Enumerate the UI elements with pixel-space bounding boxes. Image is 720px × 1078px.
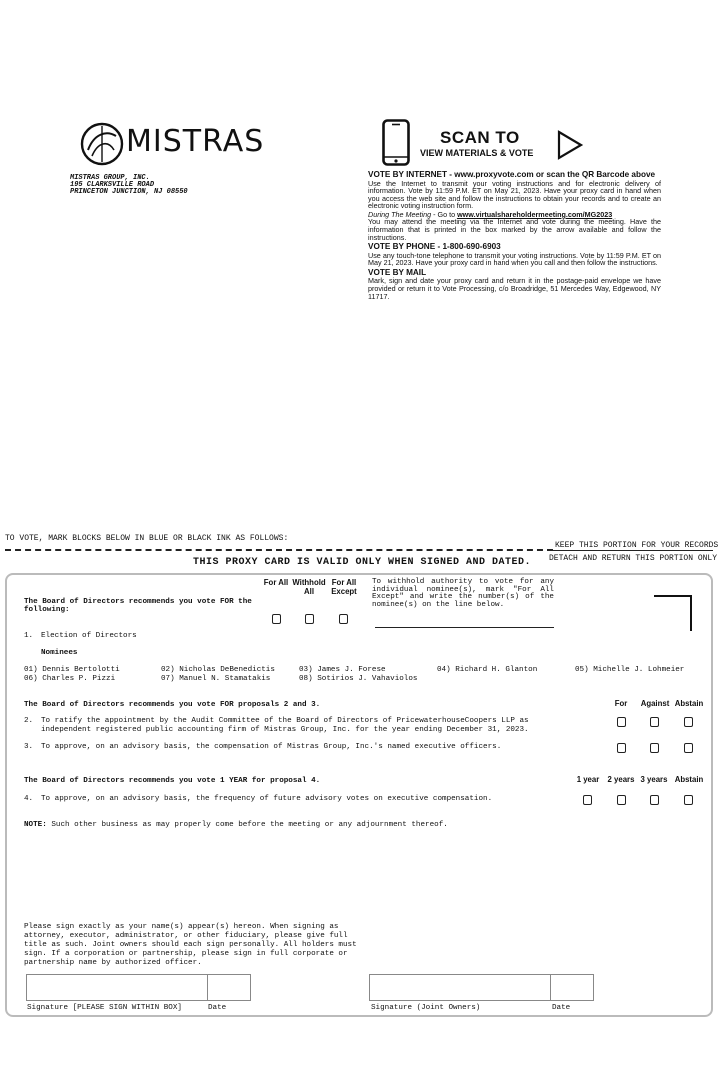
mail-heading: VOTE BY MAIL: [368, 267, 427, 277]
mark-instructions: TO VOTE, MARK BLOCKS BELOW IN BLUE OR BLACK INK AS FOLLOWS:: [5, 534, 289, 543]
item2-line2: independent registered public accounting firm of Mistras Group, Inc. for the year ending December 31, 2023.: [41, 726, 529, 734]
phone-text: Use any touch-tone telephone to transmit your voting instructions. Vote by 11:59 P.M. ET on May 21, 2023. Have your proxy card in hand when you call and then follow the instructions.: [368, 250, 661, 268]
col-for-all-except: For All Except: [331, 578, 357, 596]
keep-divider: [553, 550, 713, 551]
nominee: 06) Charles P. Pizzi: [24, 675, 116, 683]
nominee: 04) Richard H. Glanton: [437, 666, 538, 674]
col-2-years: 2 years: [607, 775, 635, 784]
company-logo-text: MISTRAS: [126, 124, 265, 159]
col-3-years: 3 years: [640, 775, 668, 784]
item4-abstain-checkbox[interactable]: [684, 795, 693, 805]
signature-box[interactable]: [26, 974, 208, 1001]
item3-abstain-checkbox[interactable]: [684, 743, 693, 753]
detach-portion-label: DETACH AND RETURN THIS PORTION ONLY: [549, 554, 718, 563]
item2-for-checkbox[interactable]: [617, 717, 626, 727]
nominee: 03) James J. Forese: [299, 666, 386, 674]
joint-signature-label: Signature (Joint Owners): [371, 1004, 481, 1012]
sign-line: attorney, executor, administrator, or other fiduciary, please give full: [24, 932, 348, 940]
nominee: 01) Dennis Bertolotti: [24, 666, 120, 674]
withhold-all-checkbox[interactable]: [305, 614, 314, 624]
nominee: 07) Manuel N. Stamatakis: [161, 675, 271, 683]
mail-text: Mark, sign and date your proxy card and return it in the postage-paid envelope we have provided or return it to Vote Processing, c/o Broadridge, 51 Mercedes Way, Edgewood, NY 11717.: [368, 276, 661, 301]
item3-number: 3.: [24, 743, 34, 751]
item1-number: 1.: [24, 632, 34, 640]
col-withhold-all: Withhold All: [292, 578, 326, 596]
play-arrow-icon: [556, 129, 584, 161]
during-meeting-text: - Go to: [431, 209, 458, 219]
internet-heading: VOTE BY INTERNET - www.proxyvote.com or scan the QR Barcode above: [368, 170, 656, 179]
col-1-year: 1 year: [576, 775, 600, 784]
item4-text: To approve, on an advisory basis, the frequency of future advisory votes on executive compensation.: [41, 795, 493, 803]
item2-abstain-checkbox[interactable]: [684, 717, 693, 727]
col-abstain: Abstain: [674, 699, 704, 708]
company-address: [70, 175, 188, 196]
joint-signature-box[interactable]: [369, 974, 551, 1001]
item4-number: 4.: [24, 795, 34, 803]
meeting-url-link[interactable]: www.virtualshareholdermeeting.com/MG2023: [457, 209, 613, 219]
nominees-label: Nominees: [41, 649, 78, 657]
joint-signature-date-box[interactable]: [550, 974, 594, 1001]
for-all-except-checkbox[interactable]: [339, 614, 348, 624]
date-label: Date: [208, 1004, 227, 1012]
address-line: 195 CLARKSVILLE ROAD: [70, 181, 155, 189]
item3-against-checkbox[interactable]: [650, 743, 659, 753]
scan-title: SCAN TO: [440, 128, 520, 147]
col-for-all: For All: [263, 578, 289, 587]
signing-instructions: [24, 923, 357, 968]
item3-for-checkbox[interactable]: [617, 743, 626, 753]
address-line: MISTRAS GROUP, INC.: [70, 174, 150, 182]
for-all-checkbox[interactable]: [272, 614, 281, 624]
item4-3-years-checkbox[interactable]: [650, 795, 659, 805]
keep-portion-label: KEEP THIS PORTION FOR YOUR RECORDS: [555, 541, 719, 550]
except-nominee-line[interactable]: [375, 627, 554, 628]
valid-notice: THIS PROXY CARD IS VALID ONLY WHEN SIGNED AND DATED.: [193, 557, 532, 568]
withhold-note: To withhold authority to vote for any individual nominee(s), mark "For All Except" and write the number(s) of the nominee(s) on the line below.: [372, 578, 554, 609]
board-recommendation-3: The Board of Directors recommends you vote 1 YEAR for proposal 4.: [24, 777, 321, 785]
item3-text: To approve, on an advisory basis, the compensation of Mistras Group, Inc.'s named executive officers.: [41, 743, 502, 751]
board-recommendation-2: The Board of Directors recommends you vote FOR proposals 2 and 3.: [24, 701, 321, 709]
during-meeting-label: During The Meeting: [368, 209, 432, 219]
sign-line: sign. If a corporation or partnership, please sign in full corporate or: [24, 950, 348, 958]
col-for: For: [614, 699, 628, 708]
note: [24, 821, 448, 829]
phone-icon: [382, 119, 410, 166]
sign-line: Please sign exactly as your name(s) appear(s) hereon. When signing as: [24, 923, 339, 931]
board-recommendation-1: The Board of Directors recommends you vote FOR the following:: [24, 598, 252, 615]
item4-2-years-checkbox[interactable]: [617, 795, 626, 805]
item1-text: Election of Directors: [41, 632, 137, 640]
sign-line: partnership name by authorized officer.: [24, 959, 202, 967]
note-text: Such other business as may properly come before the meeting or any adjournment thereof.: [46, 821, 448, 829]
sign-line: title as such. Joint owners should each sign personally. All holders must: [24, 941, 357, 949]
item4-1-year-checkbox[interactable]: [583, 795, 592, 805]
internet-text: Use the Internet to transmit your voting instructions and for electronic delivery of information. Vote by 11:59 P.M. ET on May 21, 2023. Have your proxy card in hand when you access the web site and follow the instructions to obtain your records and to create an electronic voting instruction form.: [368, 178, 661, 211]
item2-line1: To ratify the appointment by the Audit Committee of the Board of Directors of PricewaterhouseCoopers LLP as: [41, 717, 529, 725]
item2-against-checkbox[interactable]: [650, 717, 659, 727]
nominee: 05) Michelle J. Lohmeier: [575, 666, 685, 674]
voting-instructions: [368, 170, 661, 300]
during-meeting-text2: You may attend the meeting via the Internet and vote during the meeting. Have the information that is printed in the box marked by the arrow available and follow the instructions.: [368, 217, 661, 242]
note-label: NOTE:: [24, 821, 47, 829]
corner-marker: [654, 595, 692, 631]
col-against: Against: [640, 699, 670, 708]
nominee: 08) Sotirios J. Vahaviolos: [299, 675, 418, 683]
item2-number: 2.: [24, 717, 34, 725]
nominee: 02) Nicholas DeBenedictis: [161, 666, 275, 674]
col-abstain-4: Abstain: [674, 775, 704, 784]
joint-date-label: Date: [552, 1004, 571, 1012]
phone-heading: VOTE BY PHONE - 1-800-690-6903: [368, 242, 501, 252]
address-line: PRINCETON JUNCTION, NJ 08550: [70, 188, 188, 196]
scan-subtitle: VIEW MATERIALS & VOTE: [420, 148, 534, 158]
signature-label: Signature [PLEASE SIGN WITHIN BOX]: [27, 1004, 182, 1012]
detach-dashed-line: [5, 549, 553, 551]
signature-date-box[interactable]: [207, 974, 251, 1001]
